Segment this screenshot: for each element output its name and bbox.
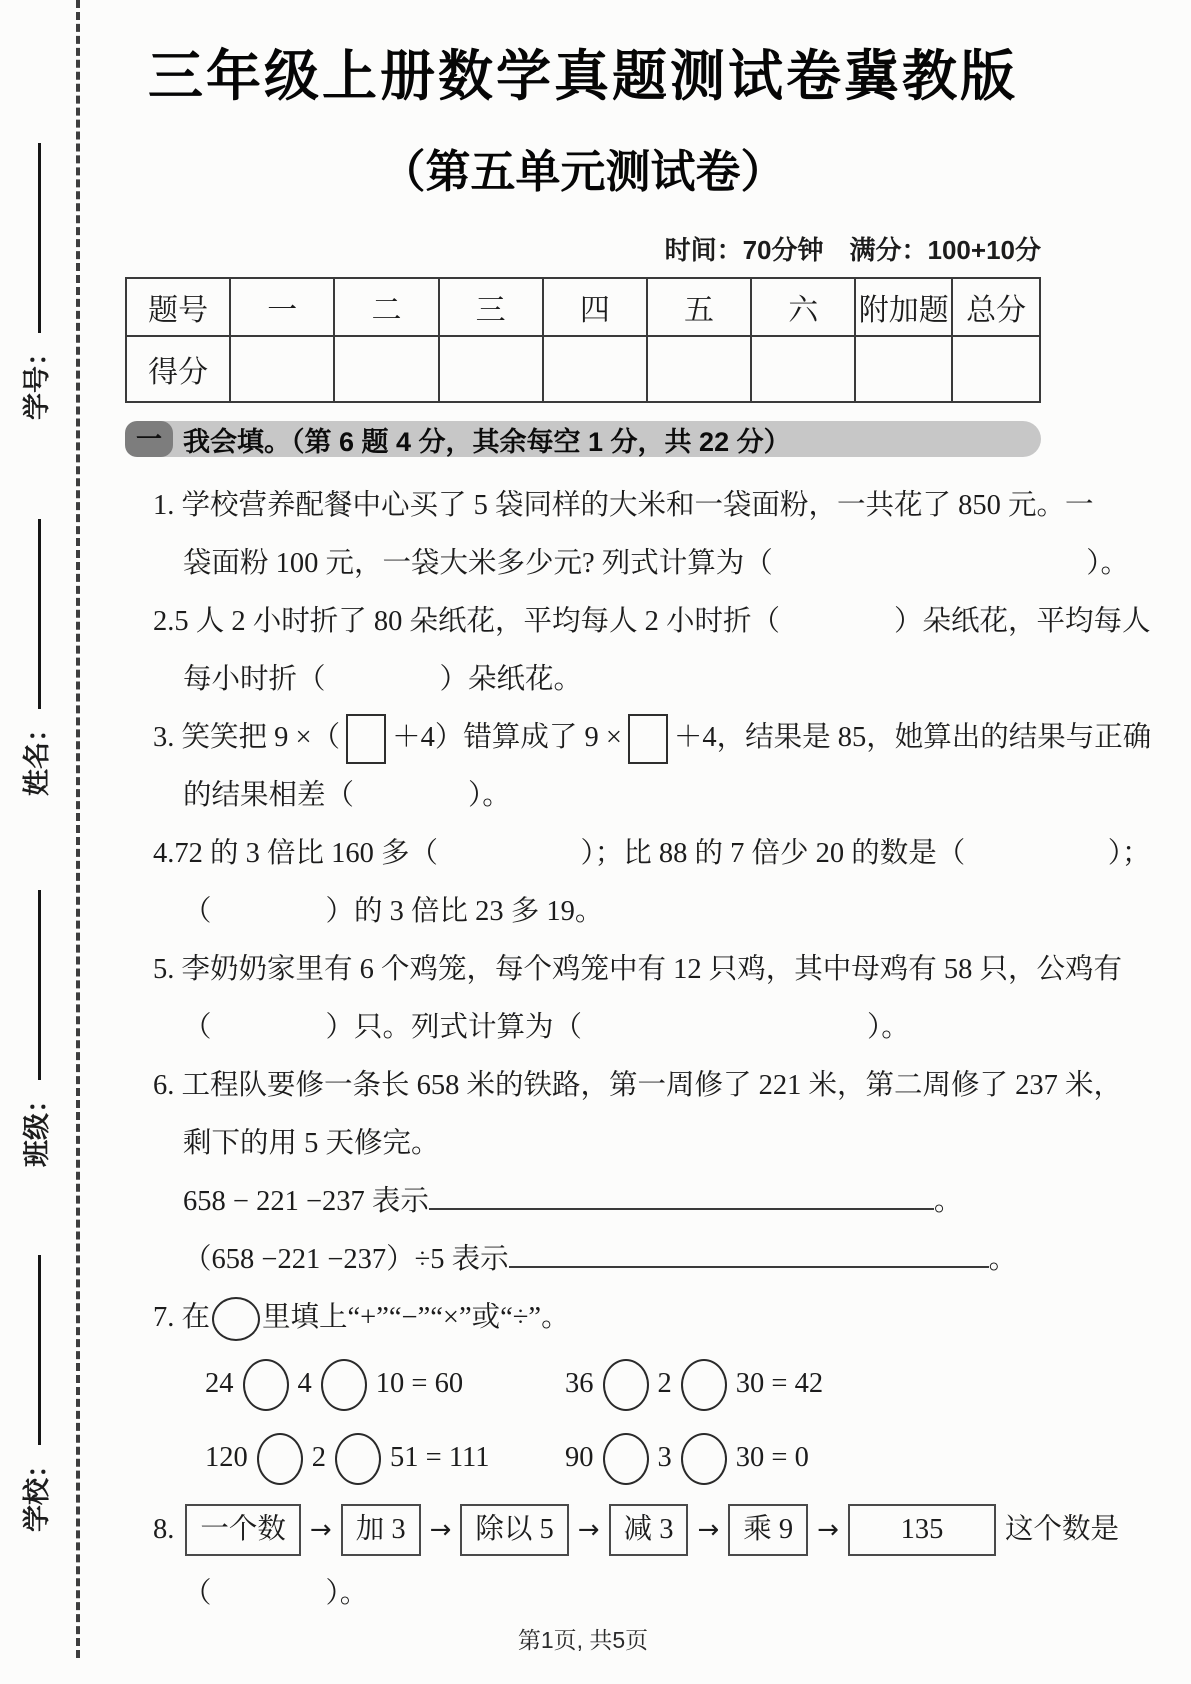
seal-field-school bbox=[14, 1232, 54, 1532]
equation-operand: 3 bbox=[657, 1442, 672, 1473]
operator-circle-icon bbox=[257, 1433, 303, 1485]
equation-operand: 24 bbox=[205, 1368, 234, 1399]
question-5-line-2: （ ）只。列式计算为（ ）。 bbox=[183, 1012, 910, 1043]
arrow-right-icon: → bbox=[817, 1515, 839, 1545]
flow-box-result: 135 bbox=[848, 1504, 996, 1556]
arrow-right-icon: → bbox=[429, 1515, 452, 1545]
question-1-line-2: 袋面粉 100 元，一袋大米多少元? 列式计算为（ ）。 bbox=[183, 548, 1130, 579]
expression-1-text: 658 − 221 −237 表示 bbox=[183, 1186, 429, 1217]
question-6-line-1: 6. 工程队要修一条长 658 米的铁路，第一周修了 221 米，第二周修了 237 米， bbox=[153, 1070, 1123, 1101]
seal-dashed-line bbox=[76, 0, 80, 1658]
score-table-header: 题号 bbox=[126, 278, 230, 336]
seal-blank-line bbox=[38, 143, 41, 333]
period: 。 bbox=[933, 1186, 963, 1217]
question-3-line-2: 的结果相差（ ）。 bbox=[183, 780, 511, 811]
score-table-header: 附加题 bbox=[855, 278, 952, 336]
question-4-line-2: （ ）的 3 倍比 23 多 19。 bbox=[183, 896, 604, 927]
page-title: 三年级上册数学真题测试卷冀教版 bbox=[147, 45, 1018, 107]
question-3-text-a: 3. 笑笑把 9 ×（ bbox=[153, 722, 341, 753]
question-2-line-1: 2.5 人 2 小时折了 80 朵纸花，平均每人 2 小时折（ ）朵纸花，平均每人 bbox=[153, 606, 1151, 637]
score-table-header-row bbox=[126, 278, 1040, 336]
question-8-line-2: （ ）。 bbox=[183, 1578, 369, 1609]
score-cell bbox=[230, 336, 334, 402]
seal-label-name: 姓名： bbox=[21, 715, 52, 796]
equation-2 bbox=[565, 1347, 925, 1421]
question-5-line-1: 5. 李奶奶家里有 6 个鸡笼，每个鸡笼中有 12 只鸡，其中母鸡有 58 只，公鸡有 bbox=[153, 954, 1123, 985]
seal-field-name bbox=[14, 496, 54, 796]
operator-circle-icon bbox=[681, 1433, 727, 1485]
operator-circle-icon bbox=[335, 1433, 381, 1485]
answer-blank-line bbox=[509, 1238, 989, 1269]
flow-box-step-1: 加 3 bbox=[341, 1504, 421, 1556]
equation-3 bbox=[205, 1421, 565, 1495]
section-1-header bbox=[125, 421, 1041, 457]
score-table-header: 六 bbox=[751, 278, 855, 336]
arrow-right-icon: → bbox=[697, 1515, 720, 1545]
score-cell bbox=[751, 336, 855, 402]
operator-circle-icon bbox=[243, 1359, 289, 1411]
equation-result: 30 = 42 bbox=[735, 1368, 824, 1399]
flow-box-step-4: 乘 9 bbox=[728, 1504, 808, 1556]
score-table-header: 四 bbox=[543, 278, 647, 336]
question-list bbox=[125, 477, 1152, 1623]
flow-box-step-2: 除以 5 bbox=[460, 1504, 568, 1556]
operator-circle-icon bbox=[603, 1359, 649, 1411]
question-7-text-b: 里填上“+”“−”“×”或“÷”。 bbox=[262, 1302, 570, 1333]
equation-result: 51 = 111 bbox=[390, 1442, 490, 1473]
operator-circle-icon bbox=[212, 1297, 260, 1341]
score-cell bbox=[439, 336, 543, 402]
seal-label-school: 学校： bbox=[21, 1451, 52, 1532]
score-cell bbox=[855, 336, 952, 402]
score-table bbox=[125, 277, 1041, 403]
question-6-line-2: 剩下的用 5 天修完。 bbox=[183, 1128, 440, 1159]
section-1-number: 一 bbox=[125, 421, 173, 457]
question-3-text-b: ＋4）错算成了 9 × bbox=[392, 722, 622, 753]
question-7-text-a: 7. 在 bbox=[153, 1302, 211, 1333]
page-subtitle: （第五单元测试卷） bbox=[380, 146, 786, 197]
equation-result: 30 = 0 bbox=[735, 1442, 809, 1473]
score-table-score-row bbox=[126, 336, 1040, 402]
score-table-header: 总分 bbox=[952, 278, 1040, 336]
operator-circle-icon bbox=[321, 1359, 367, 1411]
seal-blank-line bbox=[38, 890, 41, 1080]
question-7-equation-row-2 bbox=[125, 1421, 1041, 1495]
seal-blank-line bbox=[38, 519, 41, 709]
period: 。 bbox=[988, 1244, 1018, 1275]
page-number: 第1页, 共5页 bbox=[517, 1627, 649, 1653]
equation-operand: 36 bbox=[565, 1368, 594, 1399]
question-8-number: 8. bbox=[153, 1514, 175, 1545]
section-1-title: 我会填。（第 6 题 4 分，其余每空 1 分，共 22 分） bbox=[183, 426, 791, 457]
question-3-line-1 bbox=[125, 709, 1152, 767]
question-7-equation-row-1 bbox=[125, 1347, 1041, 1421]
expression-2-text: （658 −221 −237）÷5 表示 bbox=[183, 1244, 509, 1275]
answer-blank-line bbox=[429, 1180, 934, 1211]
question-7-intro bbox=[125, 1289, 1041, 1347]
score-table-header: 三 bbox=[439, 278, 543, 336]
operator-circle-icon bbox=[681, 1359, 727, 1411]
equation-1 bbox=[205, 1347, 565, 1421]
exam-content bbox=[125, 26, 1152, 1623]
score-cell bbox=[543, 336, 647, 402]
arrow-right-icon: → bbox=[309, 1515, 332, 1545]
equation-operand: 90 bbox=[565, 1442, 594, 1473]
seal-label-student-id: 学号： bbox=[21, 339, 52, 420]
score-cell bbox=[334, 336, 438, 402]
exam-meta: 时间：70分钟 满分：100+10分 bbox=[664, 235, 1041, 265]
seal-field-class bbox=[14, 867, 54, 1167]
score-table-header: 一 bbox=[230, 278, 334, 336]
score-row-label: 得分 bbox=[126, 336, 230, 402]
equation-operand: 2 bbox=[657, 1368, 672, 1399]
seal-field-student-id bbox=[14, 120, 54, 420]
equation-operand: 120 bbox=[205, 1442, 248, 1473]
flow-box-start: 一个数 bbox=[185, 1504, 301, 1556]
score-table-header: 二 bbox=[334, 278, 438, 336]
score-cell bbox=[647, 336, 751, 402]
question-8-tail-text: 这个数是 bbox=[1004, 1514, 1119, 1545]
arrow-right-icon: → bbox=[577, 1515, 600, 1545]
question-6-expression-1 bbox=[125, 1173, 1041, 1231]
seal-blank-line bbox=[38, 1255, 41, 1445]
question-2-line-2: 每小时折（ ）朵纸花。 bbox=[183, 664, 583, 695]
equation-operand: 4 bbox=[297, 1368, 312, 1399]
equation-result: 10 = 60 bbox=[375, 1368, 464, 1399]
equation-4 bbox=[565, 1421, 925, 1495]
question-6-expression-2 bbox=[125, 1231, 1041, 1289]
question-8-flow bbox=[125, 1495, 1119, 1565]
question-4-line-1: 4.72 的 3 倍比 160 多（ ）；比 88 的 7 倍少 20 的数是（ ）； bbox=[153, 838, 1151, 869]
score-table-header: 五 bbox=[647, 278, 751, 336]
question-1-line-1: 1. 学校营养配餐中心买了 5 袋同样的大米和一袋面粉，一共花了 850 元。一 bbox=[153, 490, 1094, 521]
operator-circle-icon bbox=[603, 1433, 649, 1485]
question-3-text-c: ＋4，结果是 85，她算出的结果与正确 bbox=[673, 722, 1152, 753]
answer-box-icon bbox=[346, 714, 386, 764]
score-cell bbox=[952, 336, 1040, 402]
seal-label-class: 班级： bbox=[21, 1086, 52, 1167]
answer-box-icon bbox=[628, 714, 668, 764]
equation-operand: 2 bbox=[311, 1442, 326, 1473]
flow-box-step-3: 减 3 bbox=[609, 1504, 689, 1556]
